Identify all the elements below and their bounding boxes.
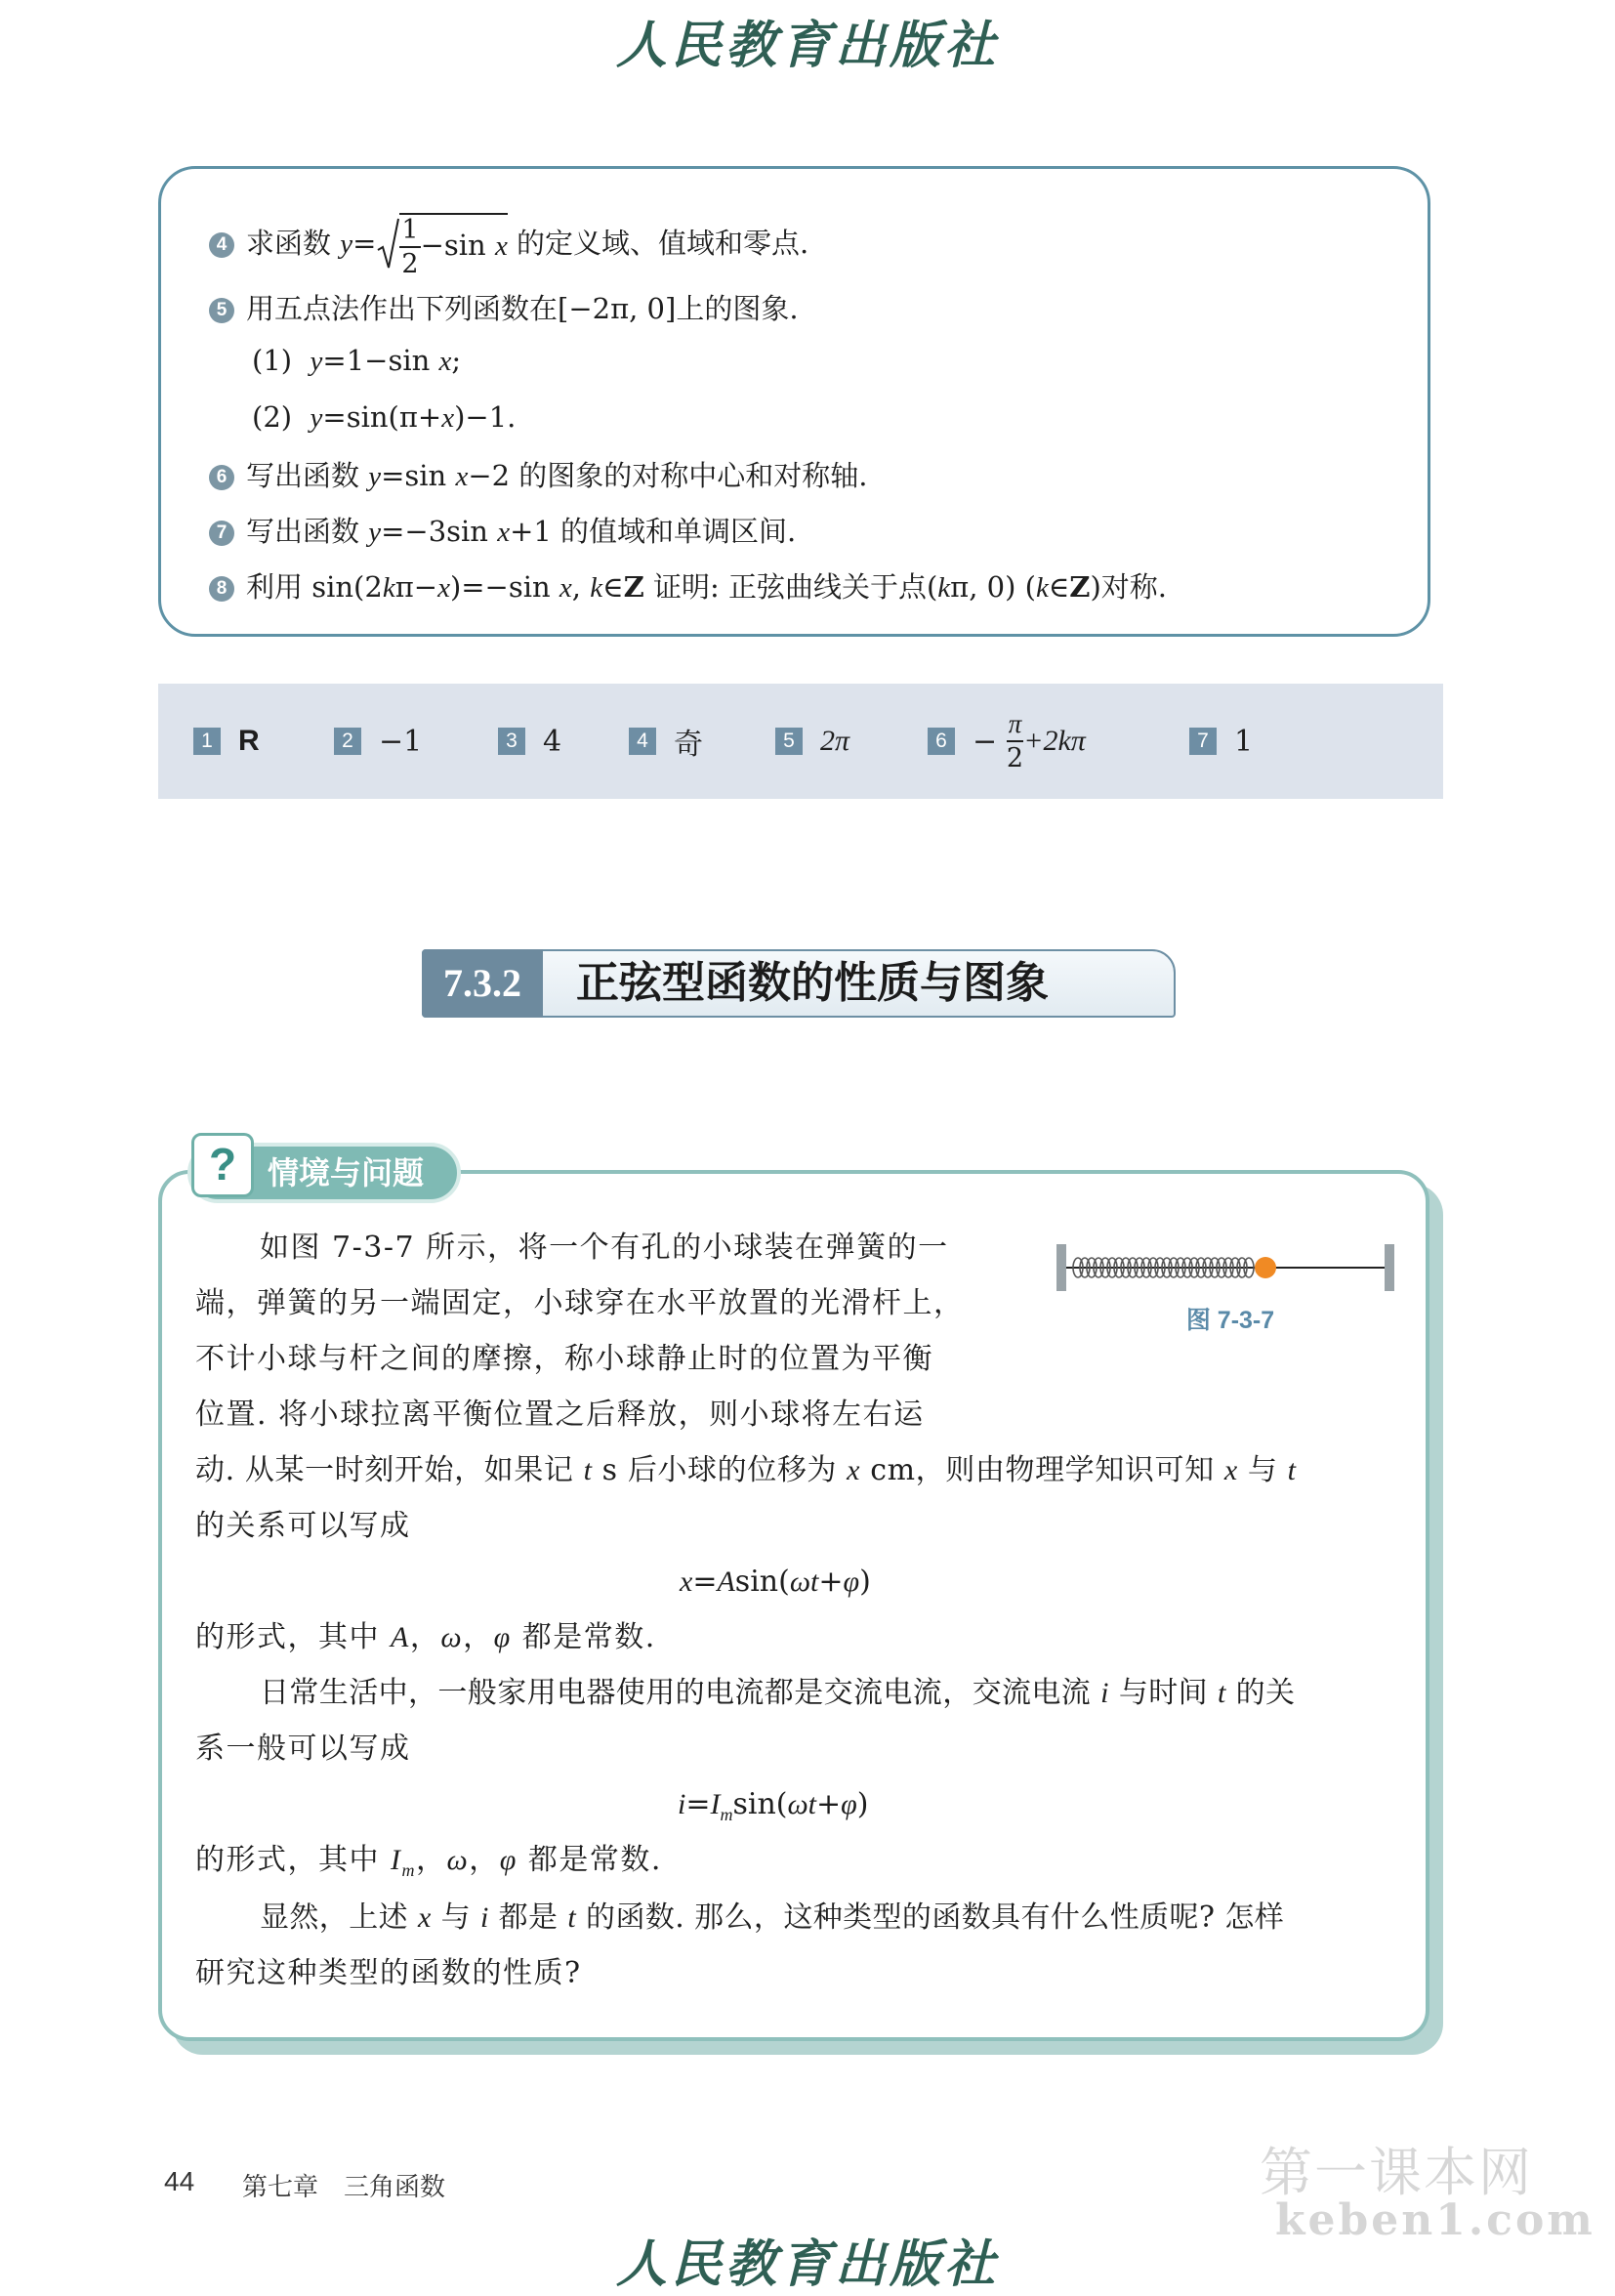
question-icon: ? — [191, 1133, 254, 1197]
page-number: 44 — [164, 2166, 195, 2196]
answer-4: 4 奇 — [629, 684, 703, 799]
ball-icon — [1255, 1257, 1276, 1278]
paragraph-line: 系一般可以写成 — [195, 1732, 411, 1766]
exercise-number-badge: 5 — [209, 298, 234, 323]
equation-current: $i=I_m\sin(\omega t+\varphi)$ — [678, 1787, 869, 1824]
publisher-header: 人民教育出版社 — [615, 16, 999, 75]
paragraph-line: 动. 从某一时刻开始，如果记 t s 后小球的位移为 x cm，则由物理学知识可知 x 与 t — [195, 1453, 1297, 1487]
paragraph-line: 端，弹簧的另一端固定，小球穿在水平放置的光滑杆上， — [195, 1286, 965, 1320]
exercise-7: 7 写出函数 y=−3sin x+1 的值域和单调区间. — [209, 512, 796, 552]
exercise-5-part-1: (1) y=1−sin x; — [252, 344, 462, 377]
equation-displacement: x=Asin(ωt+φ) — [680, 1565, 871, 1599]
paragraph-line: 的形式，其中 A，ω，φ 都是常数. — [195, 1620, 656, 1654]
paragraph-line: 的关系可以写成 — [195, 1509, 411, 1543]
spring-ball-figure — [1055, 1234, 1398, 1303]
section-number: 7.3.2 — [422, 949, 543, 1018]
exercise-8: 8 利用 sin(2kπ−x)=−sin x, k∈Z 证明: 正弦曲线关于点(kπ, 0) (k∈Z)对称. — [209, 567, 1167, 607]
paragraph-line: 的形式，其中 $I_m$，ω，φ 都是常数. — [195, 1843, 662, 1880]
right-wall-icon — [1385, 1244, 1394, 1291]
answer-5: 5 2π — [775, 684, 849, 799]
paragraph-line: 研究这种类型的函数的性质? — [195, 1956, 582, 1990]
answer-1: 1 R — [193, 684, 260, 799]
exercise-number-badge: 4 — [209, 232, 234, 258]
exercise-number-badge: 6 — [209, 465, 234, 490]
paragraph-line: 位置. 将小球拉离平衡位置之后释放，则小球将左右运 — [195, 1398, 925, 1432]
answer-2: 2 −1 — [334, 684, 422, 799]
exercise-number-badge: 8 — [209, 576, 234, 602]
paragraph-line: 显然，上述 x 与 i 都是 t 的函数. 那么，这种类型的函数具有什么性质呢? 怎样 — [260, 1900, 1285, 1935]
figure-caption: 图 7-3-7 — [1185, 1307, 1275, 1334]
answer-7: 7 1 — [1189, 684, 1253, 799]
answer-6: 6 − $\frac{\pi}{2}$ +2kπ — [928, 684, 1086, 799]
left-wall-icon — [1056, 1244, 1066, 1291]
paragraph-line: 日常生活中，一般家用电器使用的电流都是交流电流，交流电流 i 与时间 t 的关 — [260, 1676, 1296, 1710]
exercise-5-part-2: (2) y=sin(π+x)−1. — [252, 400, 517, 434]
sqrt-sign-icon — [376, 217, 399, 273]
paragraph-line: 不计小球与杆之间的摩擦，称小球静止时的位置为平衡 — [195, 1342, 933, 1376]
exercise-4: 4 求函数 y= $\frac{1}{2}$ −sin x 的定义域、值域和零点. — [209, 213, 808, 277]
exercise-5: 5 用五点法作出下列函数在[−2π, 0]上的图象. — [209, 289, 799, 328]
answer-3: 3 4 — [498, 684, 561, 799]
sqrt-expression: $\frac{1}{2}$ −sin x — [376, 213, 507, 277]
section-title: 正弦型函数的性质与图象 — [576, 958, 1049, 1008]
exercise-number-badge: 7 — [209, 521, 234, 546]
chapter-label: 第七章 三角函数 — [242, 2172, 446, 2201]
paragraph-line: 如图 7-3-7 所示，将一个有孔的小球装在弹簧的一 — [260, 1231, 949, 1265]
publisher-footer: 人民教育出版社 — [615, 2234, 999, 2294]
watermark-cn: 第一课本网 — [1260, 2142, 1533, 2203]
exercise-6: 6 写出函数 y=sin x−2 的图象的对称中心和对称轴. — [209, 456, 868, 496]
watermark-en: keben1.com — [1275, 2195, 1595, 2245]
context-label: 情境与问题 — [268, 1154, 425, 1191]
